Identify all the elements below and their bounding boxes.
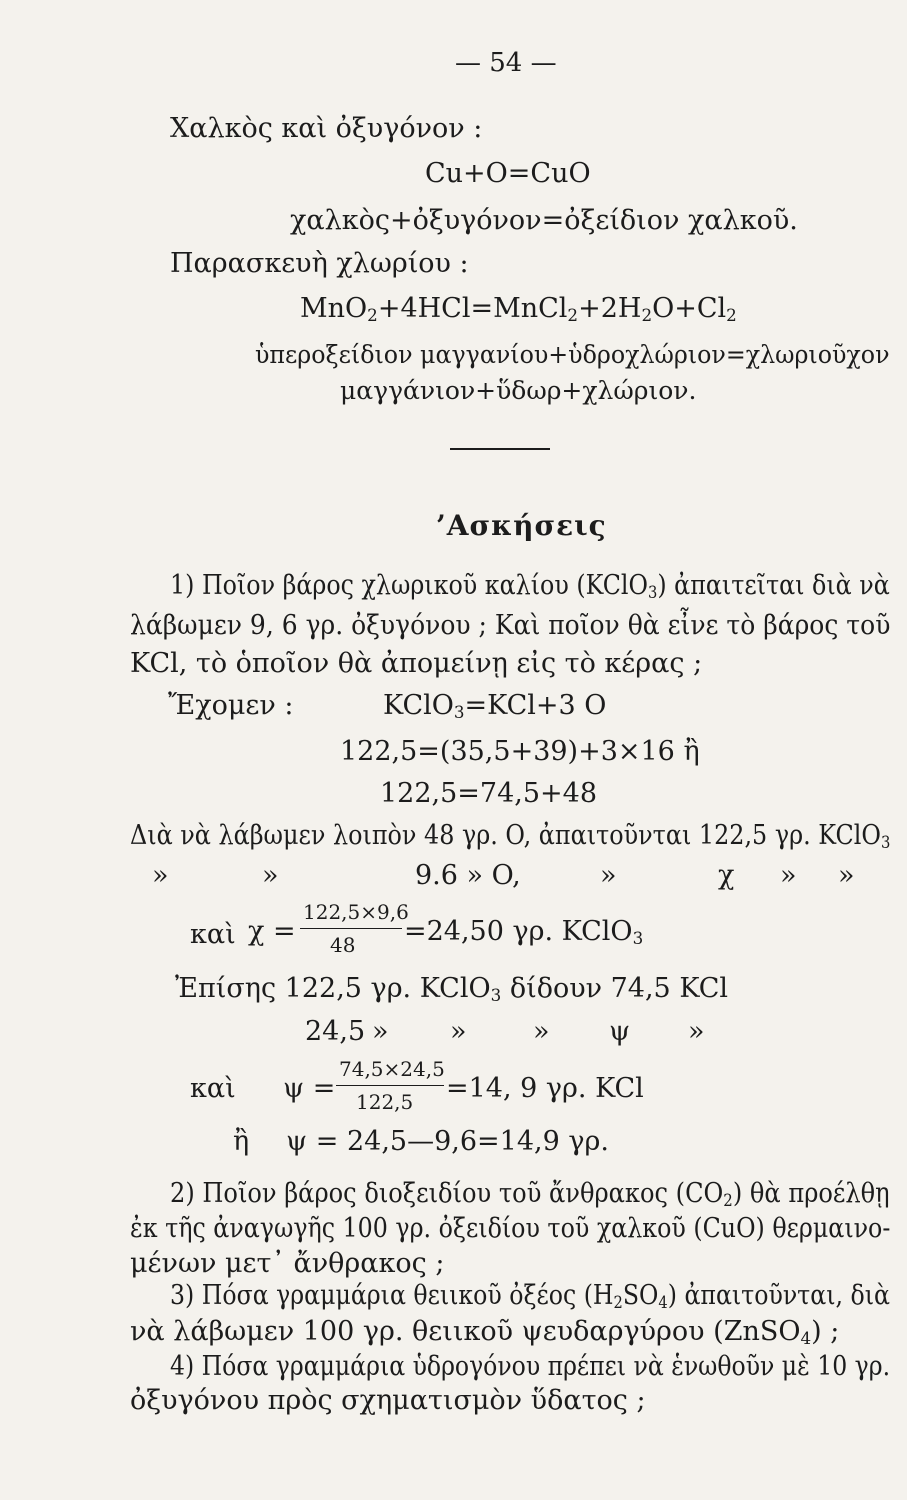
ex3-line-1: 3) Πόσα γραμμάρια θειικοῦ ὀξέος $(H_2SO_4)$ ἀπαιτοῦνται, διὰ [170,1280,890,1313]
ditto-mark: » [533,1016,550,1047]
copper-equation: Cu+O=CuO [425,158,591,189]
mass-equation-1: 122,5=(35,5+39)+3×16 ἢ [340,736,700,767]
ex4-line-2: ὀξυγόνου πρὸς σχηματισμὸν ὕδατος ; [130,1385,646,1416]
ditto-mark: » [838,860,855,891]
psi-result: =14, 9 γρ. KCl [446,1073,644,1104]
ditto-mark: » [600,860,617,891]
ex4-line-1: 4) Πόσα γραμμάρια ὑδρογόνου πρέπει νὰ ἑνωθοῦν μὲ 10 γρ. [170,1351,891,1382]
exercises-heading: ’Ασκήσεις [436,509,607,542]
psi-equals: ψ = [283,1073,336,1104]
chlorine-words-1: ὑπεροξείδιον μαγγανίου+ὑδροχλώριον=χλωριοῦχον [255,340,890,369]
chi-equals: χ = [248,916,296,947]
ex1-line-1: 1) Ποῖον βάρος χλωρικοῦ καλίου (KClO$_3$) ἀπαιτεῖται διὰ νὰ [170,570,890,603]
chi-result: =24,50 γρ. KClO$_3$ [404,916,644,949]
fraction-bar [300,928,402,929]
or-marker: ἢ [233,1126,250,1157]
ditto-mark: » [152,860,169,891]
ex1-line-3: KCl, τὸ ὁποῖον θὰ ἀπομείνῃ εἰς τὸ κέρας ; [130,648,703,679]
ditto-mark: » [372,1016,389,1047]
reaction-equation: KClO$_3$=KCl+3 O [383,690,607,723]
kai-label: καὶ [190,1073,236,1104]
fraction-denominator: 122,5 [356,1090,414,1114]
echomen-label: Ἔχομεν : [168,690,294,721]
ex2-line-1: 2) Ποῖον βάρος διοξειδίου τοῦ ἄνθρακος $(CO_2)$ θὰ προέλθῃ [170,1178,890,1211]
ditto-mark: » [450,1016,467,1047]
ex2-line-2: ἐκ τῆς ἀναγωγῆς 100 γρ. ὀξειδίου τοῦ χαλκοῦ (CuO) θερμαινο- [130,1213,891,1244]
episis-line: Ἐπίσης 122,5 γρ. KClO$_3$ δίδουν 74,5 KCl [175,973,729,1006]
fraction-numerator: 122,5×9,6 [303,900,409,924]
chlorine-words-2: μαγγάνιον+ὕδωρ+χλώριον. [340,376,697,405]
section-divider [450,448,550,450]
mass-equation-2: 122,5=74,5+48 [380,778,598,809]
ditto-value: 9.6 » O, [415,860,521,891]
chlorine-title: Παρασκευὴ χλωρίου : [170,248,469,279]
ex1-line-2: λάβωμεν 9, 6 γρ. ὀξυγόνου ; Καὶ ποῖον θὰ εἶνε τὸ βάρος τοῦ [130,610,891,641]
kai-label: καὶ [190,919,236,950]
unknown-chi: χ [718,860,735,891]
psi-row-value: 24,5 [305,1016,366,1047]
ditto-mark: » [262,860,279,891]
fraction-numerator: 74,5×24,5 [339,1057,445,1081]
page-number: — 54 — [455,48,557,78]
copper-title: Χαλκὸς καὶ ὀξυγόνον : [170,113,483,144]
unknown-psi: ψ [609,1016,631,1047]
fraction-denominator: 48 [330,933,356,957]
ditto-mark: » [688,1016,705,1047]
ex3-line-2: νὰ λάβωμεν 100 γρ. θειικοῦ ψευδαργύρου (ZnSO$_4$) ; [130,1316,840,1349]
ex2-line-3: μένων μετ᾽ ἄνθρακος ; [130,1248,445,1279]
ditto-mark: » [780,860,797,891]
psi-alternative: ψ = 24,5—9,6=14,9 γρ. [286,1126,609,1157]
fraction-bar [336,1085,444,1086]
copper-words: χαλκὸς+ὀξυγόνον=ὀξείδιον χαλκοῦ. [290,205,798,236]
chlorine-equation: $MnO_2+4HCl=MnCl_2+2H_2O+Cl_2$ [300,293,737,326]
proportion-line: Διὰ νὰ λάβωμεν λοιπὸν 48 γρ. O, ἀπαιτοῦνται 122,5 γρ. KClO$_3$ [130,820,891,853]
